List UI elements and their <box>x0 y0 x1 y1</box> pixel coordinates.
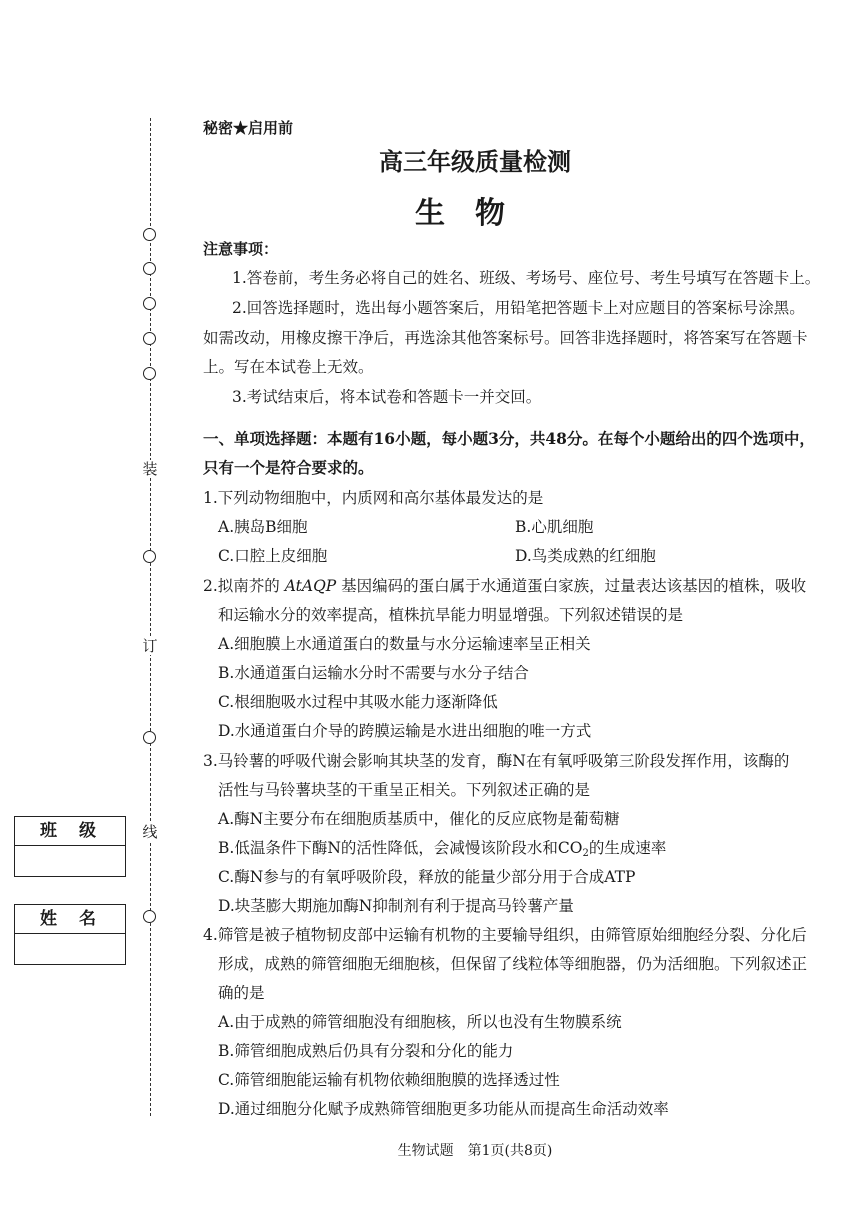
name-field[interactable] <box>15 934 125 964</box>
secret-mark: 秘密★启用前 <box>203 119 294 137</box>
exam-title: 高三年级质量检测 <box>379 147 571 176</box>
question-1-option-b: B.心肌细胞 <box>515 518 594 536</box>
gene-name: AtAQP <box>284 577 337 595</box>
question-3-option-d: D.块茎膨大期施加酶N抑制剂有利于提高马铃薯产量 <box>218 897 574 915</box>
notice-item-2: 2.回答选择题时，选出每小题答案后，用铅笔把答题卡上对应题目的答案标号涂黑。 <box>232 299 805 317</box>
question-3-option-b-pre: B.低温条件下酶N的活性降低，会减慢该阶段水和CO <box>218 839 583 857</box>
question-4-option-b: B.筛管细胞成熟后仍具有分裂和分化的能力 <box>218 1042 514 1060</box>
question-4-option-a: A.由于成熟的筛管细胞没有细胞核，所以也没有生物膜系统 <box>218 1013 622 1031</box>
class-field[interactable] <box>15 846 125 876</box>
question-1-option-a: A.胰岛B细胞 <box>218 518 308 536</box>
question-4-option-d: D.通过细胞分化赋予成熟筛管细胞更多功能从而提高生命活动效率 <box>218 1100 669 1118</box>
question-2-stem-pre: 2.拟南芥的 <box>203 577 280 595</box>
question-1-option-d: D.鸟类成熟的红细胞 <box>515 547 656 565</box>
question-2-stem <box>203 576 806 596</box>
notice-item-1: 1.答卷前，考生务必将自己的姓名、班级、考场号、座位号、考生号填写在答题卡上。 <box>232 269 821 287</box>
question-4-option-c: C.筛管细胞能运输有机物依赖细胞膜的选择透过性 <box>218 1071 560 1089</box>
notice-item-2-cont: 如需改动，用橡皮擦干净后，再选涂其他答案标号。回答非选择题时，将答案写在答题卡 <box>203 329 808 347</box>
binding-char-xian: 线 <box>142 823 158 841</box>
binding-hole <box>143 332 156 345</box>
binding-hole <box>143 550 156 563</box>
binding-hole <box>143 262 156 275</box>
question-4-stem-cont: 确的是 <box>218 984 265 1002</box>
question-4-stem-cont: 形成，成熟的筛管细胞无细胞核，但保留了线粒体等细胞器，仍为活细胞。下列叙述正 <box>218 955 808 973</box>
question-3-option-b-post: 的生成速率 <box>588 839 667 857</box>
question-4-stem: 4.筛管是被子植物韧皮部中运输有机物的主要输导组织，由筛管原始细胞经分裂、分化后 <box>203 926 807 944</box>
question-1-option-c: C.口腔上皮细胞 <box>218 547 328 565</box>
name-box <box>14 904 126 965</box>
class-label: 班级 <box>15 817 125 846</box>
name-label: 姓名 <box>15 905 125 934</box>
question-2-stem-post: 基因编码的蛋白属于水通道蛋白家族，过量表达该基因的植株，吸收 <box>341 577 807 595</box>
co2-subscript: 2 <box>582 848 589 859</box>
binding-hole <box>143 910 156 923</box>
binding-hole <box>143 367 156 380</box>
class-box <box>14 816 126 877</box>
question-3-stem-cont: 活性与马铃薯块茎的干重呈正相关。下列叙述正确的是 <box>218 781 591 799</box>
question-1-stem: 1.下列动物细胞中，内质网和高尔基体最发达的是 <box>203 489 544 507</box>
question-2-option-b: B.水通道蛋白运输水分时不需要与水分子结合 <box>218 664 529 682</box>
question-2-option-c: C.根细胞吸水过程中其吸水能力逐渐降低 <box>218 693 498 711</box>
section-heading: 一、单项选择题：本题有16小题，每小题3分，共48分。在每个小题给出的四个选项中， <box>203 429 815 448</box>
binding-char-ding: 订 <box>142 637 158 655</box>
page-footer: 生物试题 第1页(共8页) <box>397 1143 553 1159</box>
question-2-option-a: A.细胞膜上水通道蛋白的数量与水分运输速率呈正相关 <box>218 635 591 653</box>
section-heading-cont: 只有一个是符合要求的。 <box>203 458 374 477</box>
notice-title: 注意事项： <box>203 240 279 258</box>
question-3-option-c: C.酶N参与的有氧呼吸阶段，释放的能量少部分用于合成ATP <box>218 868 636 886</box>
notice-item-2-cont: 上。写在本试卷上无效。 <box>203 358 374 376</box>
subject-title: 生物 <box>415 196 535 231</box>
binding-hole <box>143 297 156 310</box>
question-2-option-d: D.水通道蛋白介导的跨膜运输是水进出细胞的唯一方式 <box>218 722 592 740</box>
binding-char-zhuang: 装 <box>142 460 158 478</box>
question-3-option-b <box>218 838 666 864</box>
question-3-stem: 3.马铃薯的呼吸代谢会影响其块茎的发育，酶N在有氧呼吸第三阶段发挥作用，该酶的 <box>203 752 790 770</box>
binding-hole <box>143 731 156 744</box>
question-3-option-a: A.酶N主要分布在细胞质基质中，催化的反应底物是葡萄糖 <box>218 810 620 828</box>
question-2-stem-cont: 和运输水分的效率提高，植株抗旱能力明显增强。下列叙述错误的是 <box>218 606 684 624</box>
notice-item-3: 3.考试结束后，将本试卷和答题卡一并交回。 <box>232 388 542 406</box>
